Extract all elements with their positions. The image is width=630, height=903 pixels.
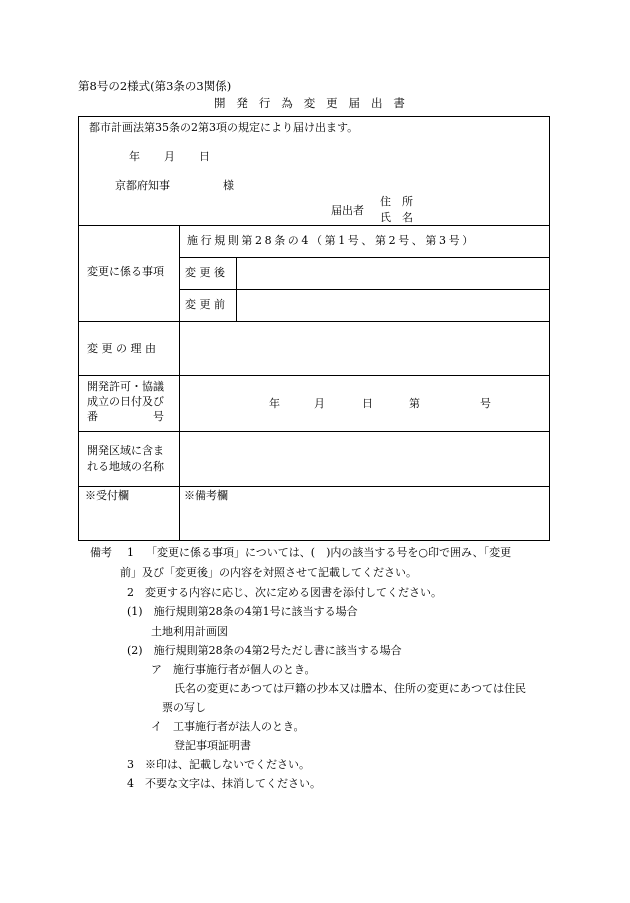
addressee: 京都府知事 bbox=[115, 179, 170, 192]
column-divider bbox=[236, 257, 237, 321]
remarks-label: ※備考欄 bbox=[184, 489, 228, 502]
note-2-1: (1) 施行規則第28条の4第1号に該当する場合 bbox=[127, 605, 358, 618]
note-1-line2: 前」及び「変更後」の内容を対照させて記載してください。 bbox=[120, 566, 417, 579]
permit-label-line1: 開発許可・協議 bbox=[87, 380, 164, 393]
date-month: 月 bbox=[164, 150, 175, 163]
note-2-1-doc: 土地利用計画図 bbox=[151, 625, 228, 638]
permit-year: 年 bbox=[269, 397, 280, 410]
rule-text: 施行規則第28条の4（第1号、第2号、第3号） bbox=[187, 234, 476, 247]
notes-heading: 備考 bbox=[90, 546, 112, 559]
note-2: 2 変更する内容に応じ、次に定める図書を添付してください。 bbox=[127, 586, 442, 599]
area-label-line1: 開発区域に含ま bbox=[87, 444, 164, 457]
row-divider bbox=[79, 431, 549, 432]
row-divider bbox=[179, 289, 549, 290]
note-4: 4 不要な文字は、抹消してください。 bbox=[127, 777, 321, 790]
permit-number-suffix: 号 bbox=[480, 397, 491, 410]
date-day: 日 bbox=[199, 150, 210, 163]
reception-label: ※受付欄 bbox=[85, 489, 129, 502]
name-label: 氏 名 bbox=[380, 211, 413, 224]
notifier-label: 届出者 bbox=[331, 204, 364, 217]
note-2-2-a-line1: 氏名の変更にあつては戸籍の抄本又は謄本、住所の変更にあつては住民 bbox=[174, 682, 526, 695]
note-2-2-i: イ 工事施行者が法人のとき。 bbox=[151, 720, 305, 733]
row-divider bbox=[179, 257, 549, 258]
column-divider bbox=[179, 225, 180, 540]
row-divider bbox=[79, 321, 549, 322]
permit-label-line2: 成立の日付及び bbox=[87, 395, 164, 408]
honorific: 様 bbox=[223, 179, 234, 192]
note-2-2-a: ア 施行事施行者が個人のとき。 bbox=[151, 663, 316, 676]
permit-number-prefix: 第 bbox=[409, 397, 420, 410]
note-1-number: 1 bbox=[127, 546, 134, 559]
address-label: 住 所 bbox=[380, 195, 413, 208]
change-items-label: 変更に係る事項 bbox=[87, 265, 164, 278]
before-label: 変 更 前 bbox=[185, 298, 225, 311]
permit-day: 日 bbox=[362, 397, 373, 410]
reason-label: 変 更 の 理 由 bbox=[87, 342, 156, 355]
note-2-2-a-line2: 票の写し bbox=[162, 701, 206, 714]
row-divider bbox=[79, 225, 549, 226]
date-year: 年 bbox=[129, 150, 140, 163]
note-1-line1: 「変更に係る事項」については、( )内の該当する号を○印で囲み、「変更 bbox=[146, 546, 512, 559]
permit-label-line3: 番 号 bbox=[87, 410, 164, 423]
area-label-line2: れる地域の名称 bbox=[87, 460, 164, 473]
row-divider bbox=[79, 375, 549, 376]
note-3: 3 ※印は、記載しないでください。 bbox=[127, 758, 310, 771]
note-2-2-i-doc: 登記事項証明書 bbox=[174, 739, 251, 752]
intro-text: 都市計画法第35条の2第3項の規定により届け出ます。 bbox=[89, 121, 359, 134]
row-divider bbox=[79, 486, 549, 487]
form-number: 第8号の2様式(第3条の3関係) bbox=[78, 79, 232, 93]
after-label: 変 更 後 bbox=[185, 266, 225, 279]
form-table bbox=[78, 116, 550, 541]
page-title: 開発行為変更届出書 bbox=[214, 96, 416, 110]
note-2-2: (2) 施行規則第28条の4第2号ただし書に該当する場合 bbox=[127, 644, 402, 657]
permit-month: 月 bbox=[314, 397, 325, 410]
